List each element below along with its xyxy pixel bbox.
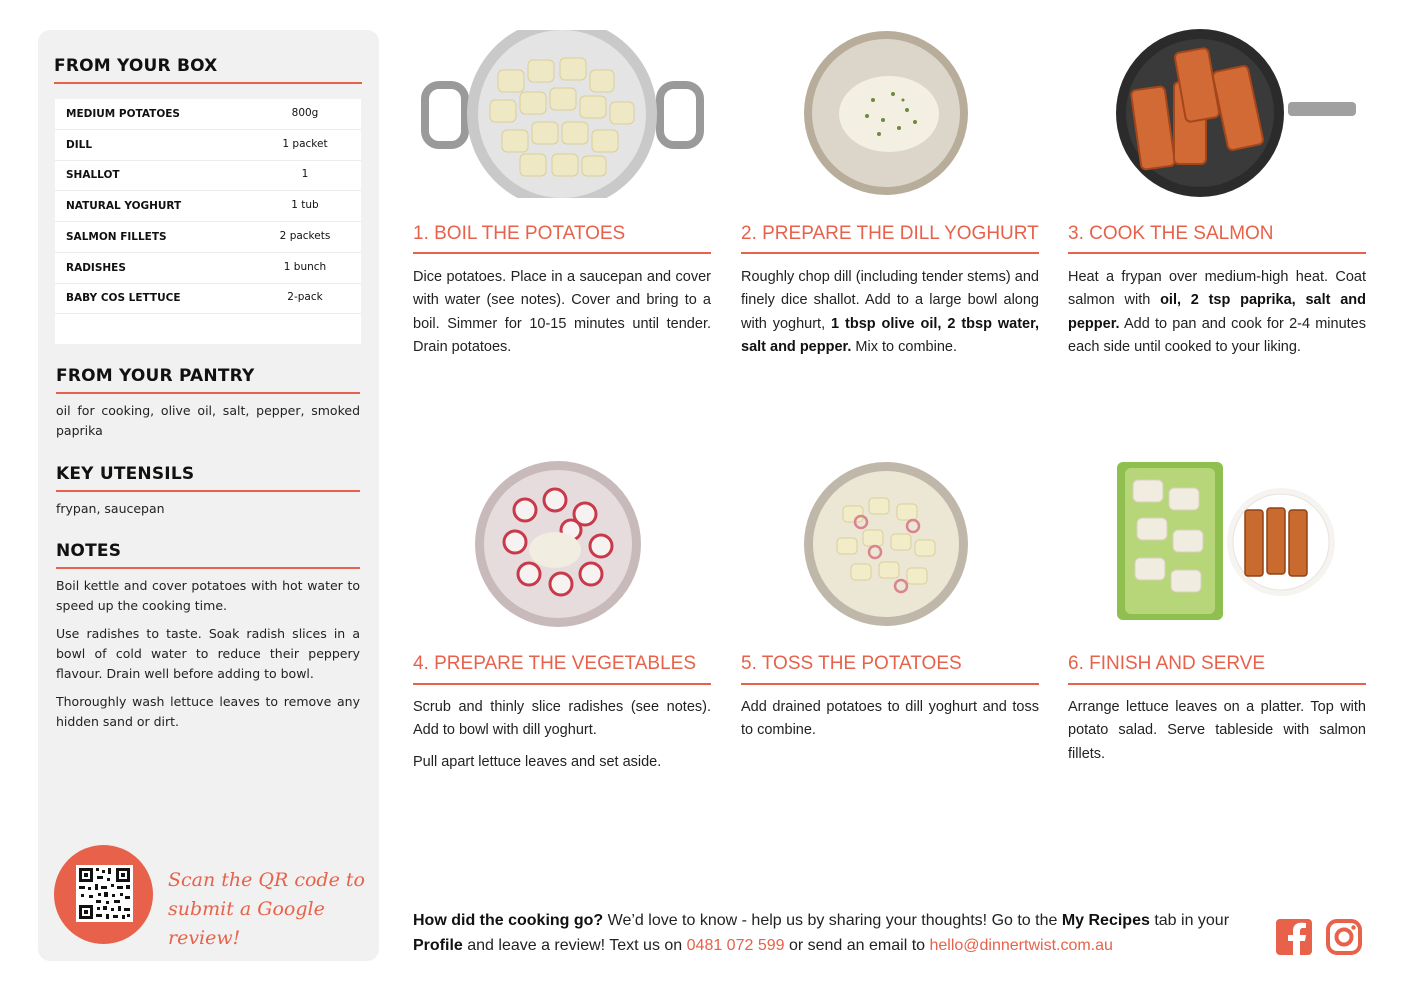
step-title: 2. PREPARE THE DILL YOGHURT [741,223,1039,244]
step-instructions [413,266,711,359]
email-link[interactable]: hello@dinnertwist.com.au [929,937,1113,954]
note-2: Use radishes to taste. Soak radish slices in a bowl of cold water to reduce their peppery flavour. Drain well before adding to bowl. [56,626,360,681]
ingredient-quantity: 1 packet [282,137,328,150]
divider [56,567,360,569]
step-text: Scrub and thinly slice radishes (see notes). Add to bowl with dill yoghurt. [413,699,711,739]
step-instructions [741,696,1039,743]
box-ingredient-row [55,191,361,222]
step-divider [1068,683,1366,685]
utensils-title: KEY UTENSILS [56,464,195,484]
footer-text: or send an email to [784,937,930,954]
footer-text: We’d love to know - help us by sharing your thoughts! Go to the [603,912,1062,929]
qr-caption [168,866,368,953]
boiled-potatoes-image [420,30,705,198]
salad-platter-image [1115,458,1340,624]
sliced-radishes-image [473,460,643,628]
step-divider [741,683,1039,685]
step-text: Roughly chop dill (including tender stems) and finely dice shallot. Add to a large bowl along with yoghurt, [741,269,1039,332]
from-box-title: FROM YOUR BOX [54,56,218,76]
facebook-icon[interactable] [1275,918,1313,956]
step-title: 6. FINISH AND SERVE [1068,653,1266,674]
ingredient-quantity: 1 bunch [283,260,327,273]
divider [56,392,360,394]
qr-caption-line: submit a Google review! [168,898,325,949]
footer-message [413,908,1263,958]
ingredient-name: SALMON FILLETS [66,230,167,243]
step-divider [413,252,711,254]
ingredient-quantity: 800g [291,107,319,119]
note-1: Boil kettle and cover potatoes with hot water to speed up the cooking time. [56,578,360,613]
footer-text: and leave a review! Text us on [462,937,687,954]
ingredient-name: RADISHES [66,261,126,274]
step-instructions [413,696,711,743]
ingredient-quantity: 1 [301,168,309,181]
step-title: 5. TOSS THE POTATOES [741,653,962,674]
step-text: Mix to combine. [851,338,957,355]
my-recipes-label: My Recipes [1061,912,1150,929]
box-ingredients-table [55,99,361,344]
step-divider [741,252,1039,254]
ingredients-sidebar [38,30,379,961]
ingredient-name: BABY COS LETTUCE [66,292,181,305]
box-ingredient-row [55,222,361,253]
step-text: Add to pan and cook for 2-4 minutes each side until cooked to your liking. [1068,315,1366,355]
pantry-title: FROM YOUR PANTRY [56,366,255,386]
box-ingredient-row [55,160,361,191]
pantry-text: oil for cooking, olive oil, salt, pepper, smoked paprika [56,403,360,438]
instagram-icon[interactable] [1325,918,1363,956]
step-divider [413,683,711,685]
step-title: 4. PREPARE THE VEGETABLES [413,653,696,674]
box-ingredient-row [55,130,361,161]
potato-salad-image [803,460,969,628]
ingredient-quantity: 1 tub [291,199,319,212]
profile-label: Profile [413,937,463,954]
box-ingredient-row [55,253,361,284]
step-instructions [1068,266,1366,359]
ingredient-name: NATURAL YOGHURT [66,200,182,213]
step-divider [1068,252,1366,254]
step-title: 3. COOK THE SALMON [1068,223,1274,244]
ingredient-quantity: 2 packets [279,229,331,242]
step-text: Heat a frypan over medium-high heat. Coat salmon with [1068,269,1366,309]
step-text: Arrange lettuce leaves on a platter. Top with potato salad. Serve tableside with salmon fillets. [1068,699,1366,762]
step-title: 1. BOIL THE POTATOES [413,223,626,244]
qr-code-icon[interactable] [76,865,133,922]
ingredient-name: SHALLOT [66,169,120,182]
step-emphasis: 1 tbsp olive oil, 2 tbsp water, salt and pepper. [741,315,1039,355]
qr-badge[interactable] [54,845,153,944]
step-instructions [1068,696,1366,766]
salmon-frypan-image [1108,28,1358,198]
box-ingredient-row [55,283,361,314]
step-instructions [741,266,1039,359]
divider [54,82,362,84]
ingredient-quantity: 2-pack [287,291,323,304]
footer-text: tab in your [1149,912,1230,929]
step-extra-instruction: Pull apart lettuce leaves and set aside. [413,754,662,770]
divider [56,490,360,492]
utensils-text: frypan, saucepan [56,501,165,516]
step-text: Dice potatoes. Place in a saucepan and cover with water (see notes). Cover and bring to a boil. Simmer for 10-15 minutes until tender. Drain potatoes. [413,269,711,355]
box-ingredient-row [55,99,361,130]
step-emphasis: oil, 2 tsp paprika, salt and pepper. [1068,292,1366,332]
footer-question: How did the cooking go? [413,912,604,929]
note-3: Thoroughly wash lettuce leaves to remove any hidden sand or dirt. [56,694,360,729]
ingredient-name: MEDIUM POTATOES [66,108,180,120]
phone-number[interactable]: 0481 072 599 [686,937,785,954]
qr-caption-line: Scan the QR code to [168,869,365,891]
ingredient-name: DILL [66,138,93,151]
dill-yoghurt-image [803,30,969,196]
step-text: Add drained potatoes to dill yoghurt and toss to combine. [741,699,1039,739]
notes-title: NOTES [56,541,122,561]
